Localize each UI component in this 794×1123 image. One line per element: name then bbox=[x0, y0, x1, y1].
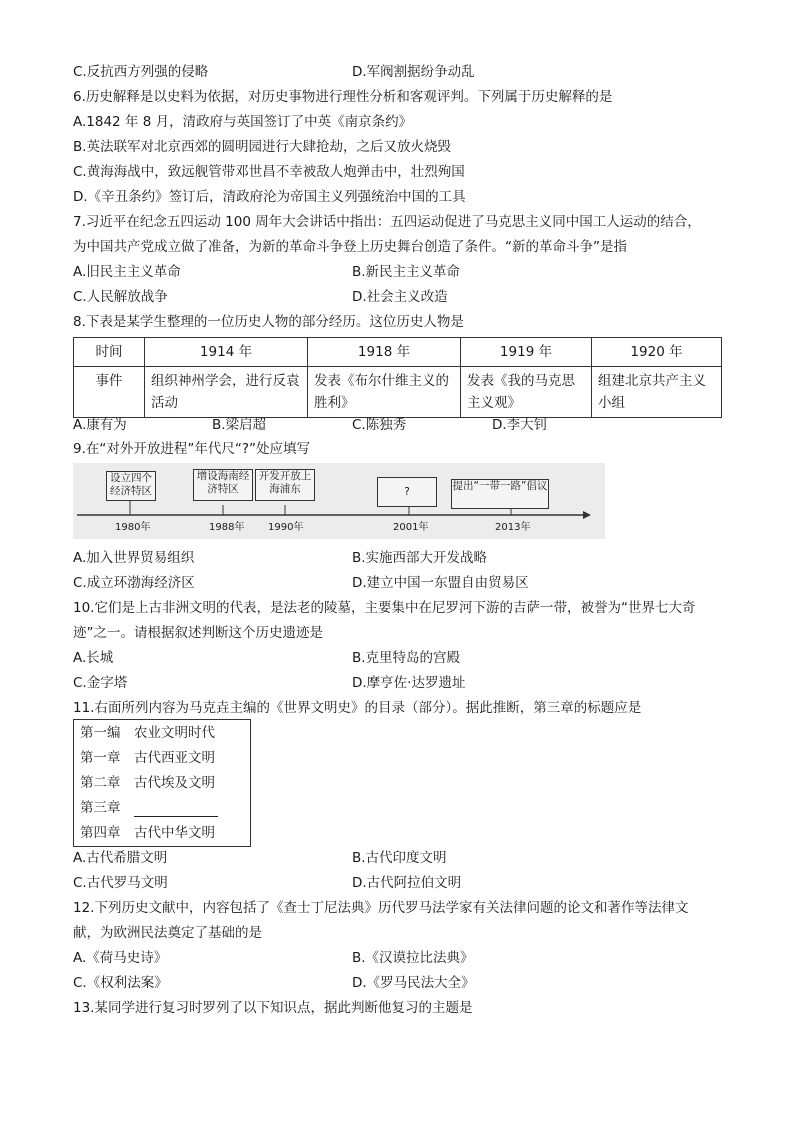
q7-option-d: D.社会主义改造 bbox=[352, 289, 448, 305]
q11-option-d: D.古代阿拉伯文明 bbox=[352, 875, 462, 891]
q12-option-b: B.《汉谟拉比法典》 bbox=[352, 950, 474, 966]
timeline-box-2013 bbox=[451, 479, 549, 509]
timeline-box-text: 提出“一带一路”倡议 bbox=[452, 480, 548, 492]
q10-option-c: C.金字塔 bbox=[73, 675, 128, 691]
q5-option-d: D.军阀割据纷争动乱 bbox=[352, 64, 475, 80]
q11-option-b: B.古代印度文明 bbox=[352, 850, 447, 866]
q12-option-d: D.《罗马民法大全》 bbox=[352, 975, 475, 991]
q7-stem-line2: 为中国共产党成立做了准备，为新的革命斗争登上历史舞台创造了条件。“新的革命斗争”是指 bbox=[73, 239, 627, 255]
q11-option-a: A.古代希腊文明 bbox=[73, 850, 168, 866]
timeline-box-text: 增设海南经济特区 bbox=[196, 470, 250, 495]
timeline-box-text: 开发开放上海浦东 bbox=[258, 470, 312, 495]
timeline-box-1990 bbox=[255, 469, 315, 501]
table-header-cell: 时间 bbox=[74, 338, 145, 367]
q10-option-b: B.克里特岛的宫殿 bbox=[352, 650, 461, 666]
table-header-row bbox=[74, 338, 722, 367]
answer-blank bbox=[134, 802, 218, 817]
toc-line: 第二章 古代埃及文明 bbox=[80, 775, 215, 791]
q6-option-d: D.《辛丑条约》签订后，清政府沦为帝国主义列强统治中国的工具 bbox=[73, 189, 466, 205]
toc-chapter3-label: 第三章 bbox=[80, 800, 121, 816]
q9-option-c: C.成立环渤海经济区 bbox=[73, 575, 195, 591]
q9-option-a: A.加入世界贸易组织 bbox=[73, 550, 195, 566]
timeline-year-label: 1990年 bbox=[268, 522, 304, 533]
q9-stem: 9.在“对外开放进程”年代尺“?”处应填写 bbox=[73, 441, 311, 457]
biography-table bbox=[73, 337, 722, 418]
q12-option-a: A.《荷马史诗》 bbox=[73, 950, 168, 966]
q12-stem-line1: 12.下列历史文献中，内容包括了《查士丁尼法典》历代罗马法学家有关法律问题的论文和著作等法律文 bbox=[73, 900, 689, 916]
q11-stem: 11.右面所列内容为马克垚主编的《世界文明史》的目录（部分）。据此推断，第三章的标题应是 bbox=[73, 700, 642, 716]
q8-option-a: A.康有为 bbox=[73, 417, 127, 433]
table-header-cell: 1914 年 bbox=[145, 338, 308, 367]
q13-stem: 13.某同学进行复习时罗列了以下知识点，据此判断他复习的主题是 bbox=[73, 1000, 473, 1016]
q7-option-b: B.新民主主义革命 bbox=[352, 264, 461, 280]
q9-option-b: B.实施西部大开发战略 bbox=[352, 550, 488, 566]
timeline-box-1988 bbox=[193, 469, 253, 501]
q12-option-c: C.《权利法案》 bbox=[73, 975, 168, 991]
timeline-year-label: 1988年 bbox=[209, 522, 245, 533]
toc-line: 第一章 古代西亚文明 bbox=[80, 750, 215, 766]
q10-option-a: A.长城 bbox=[73, 650, 114, 666]
q7-option-c: C.人民解放战争 bbox=[73, 289, 168, 305]
q10-stem-line1: 10.它们是上古非洲文明的代表，是法老的陵墓，主要集中在尼罗河下游的吉萨一带，被誉为“世界七大奇 bbox=[73, 600, 696, 616]
q12-stem-line2: 献，为欧洲民法奠定了基础的是 bbox=[73, 925, 262, 941]
q8-option-c: C.陈独秀 bbox=[352, 417, 407, 433]
table-cell: 组建北京共产主义小组 bbox=[592, 367, 722, 418]
toc-line-chapter3 bbox=[80, 799, 218, 817]
q6-option-b: B.英法联军对北京西郊的圆明园进行大肆抢劫，之后又放火烧毁 bbox=[73, 139, 452, 155]
timeline-box-text: 设立四个经济特区 bbox=[110, 472, 152, 497]
q6-option-a: A.1842 年 8 月，清政府与英国签订了中英《南京条约》 bbox=[73, 114, 413, 130]
table-header-cell: 1920 年 bbox=[592, 338, 722, 367]
timeline-box-2001 bbox=[377, 477, 437, 507]
table-of-contents-box bbox=[73, 719, 251, 847]
q6-option-c: C.黄海海战中，致远舰管带邓世昌不幸被敌人炮弹击中，壮烈殉国 bbox=[73, 164, 465, 180]
opening-up-timeline bbox=[73, 463, 605, 539]
toc-line: 第四章 古代中华文明 bbox=[80, 825, 215, 841]
q7-stem-line1: 7.习近平在纪念五四运动 100 周年大会讲话中指出：五四运动促进了马克思主义同中国工人运动的结合， bbox=[73, 214, 701, 230]
q10-option-d: D.摩亨佐·达罗遗址 bbox=[352, 675, 466, 691]
q6-stem: 6.历史解释是以史料为依据，对历史事物进行理性分析和客观评判。下列属于历史解释的是 bbox=[73, 89, 613, 105]
table-cell: 组织神州学会，进行反袁活动 bbox=[145, 367, 308, 418]
q10-stem-line2: 迹”之一。请根据叙述判断这个历史遗迹是 bbox=[73, 625, 323, 641]
timeline-box-text: ? bbox=[404, 486, 410, 498]
table-cell: 发表《我的马克思主义观》 bbox=[461, 367, 592, 418]
q11-option-c: C.古代罗马文明 bbox=[73, 875, 168, 891]
timeline-year-label: 2013年 bbox=[495, 522, 531, 533]
timeline-box-1980 bbox=[106, 471, 156, 501]
timeline-year-label: 1980年 bbox=[115, 522, 151, 533]
table-header-cell: 1919 年 bbox=[461, 338, 592, 367]
q8-option-d: D.李大钊 bbox=[492, 417, 548, 433]
toc-line: 第一编 农业文明时代 bbox=[80, 725, 215, 741]
q5-option-c: C.反抗西方列强的侵略 bbox=[73, 64, 209, 80]
table-row bbox=[74, 367, 722, 418]
table-cell: 发表《布尔什维主义的胜利》 bbox=[308, 367, 461, 418]
timeline-year-label: 2001年 bbox=[393, 522, 429, 533]
table-header-cell: 1918 年 bbox=[308, 338, 461, 367]
q7-option-a: A.旧民主主义革命 bbox=[73, 264, 181, 280]
q9-option-d: D.建立中国一东盟自由贸易区 bbox=[352, 575, 529, 591]
q8-option-b: B.梁启超 bbox=[212, 417, 267, 433]
table-cell: 事件 bbox=[74, 367, 145, 418]
q8-stem: 8.下表是某学生整理的一位历史人物的部分经历。这位历史人物是 bbox=[73, 314, 464, 330]
